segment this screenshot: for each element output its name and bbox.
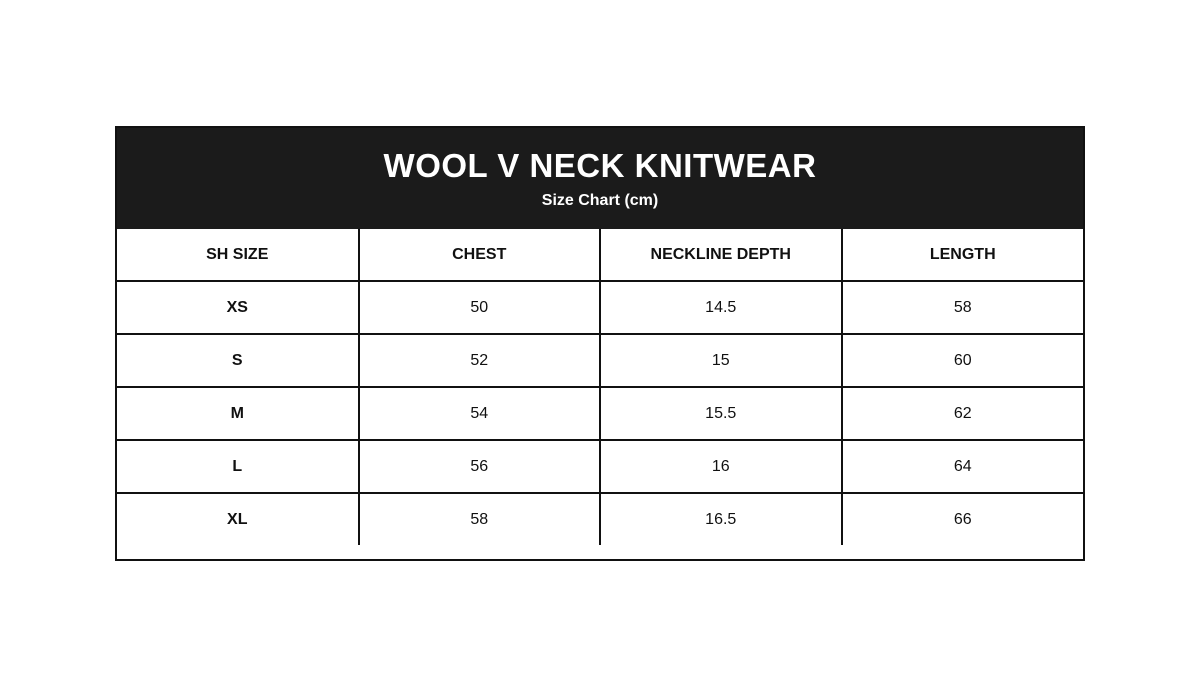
column-header-chest: CHEST [359, 229, 601, 281]
neckline-depth-cell: 16.5 [600, 493, 842, 545]
length-cell: 62 [842, 387, 1084, 440]
chest-cell: 52 [359, 334, 601, 387]
column-header-length: LENGTH [842, 229, 1084, 281]
size-cell: XS [117, 281, 359, 334]
length-cell: 64 [842, 440, 1084, 493]
chart-subtitle: Size Chart (cm) [541, 192, 659, 209]
table-row [117, 493, 1083, 545]
table-header-row [117, 229, 1083, 281]
size-chart [115, 126, 1085, 561]
chart-header [117, 128, 1083, 229]
table-row [117, 334, 1083, 387]
length-cell: 66 [842, 493, 1084, 545]
length-cell: 60 [842, 334, 1084, 387]
size-cell: L [117, 440, 359, 493]
size-table [117, 229, 1083, 545]
column-header-neckline-depth: NECKLINE DEPTH [600, 229, 842, 281]
size-cell: S [117, 334, 359, 387]
chest-cell: 54 [359, 387, 601, 440]
neckline-depth-cell: 16 [600, 440, 842, 493]
table-row [117, 440, 1083, 493]
table-row [117, 281, 1083, 334]
length-cell: 58 [842, 281, 1084, 334]
chart-title: WOOL V NECK KNITWEAR [383, 147, 817, 184]
size-cell: M [117, 387, 359, 440]
chest-cell: 56 [359, 440, 601, 493]
size-cell: XL [117, 493, 359, 545]
neckline-depth-cell: 15.5 [600, 387, 842, 440]
column-header-size: SH SIZE [117, 229, 359, 281]
neckline-depth-cell: 15 [600, 334, 842, 387]
neckline-depth-cell: 14.5 [600, 281, 842, 334]
table-row [117, 387, 1083, 440]
chest-cell: 50 [359, 281, 601, 334]
chest-cell: 58 [359, 493, 601, 545]
